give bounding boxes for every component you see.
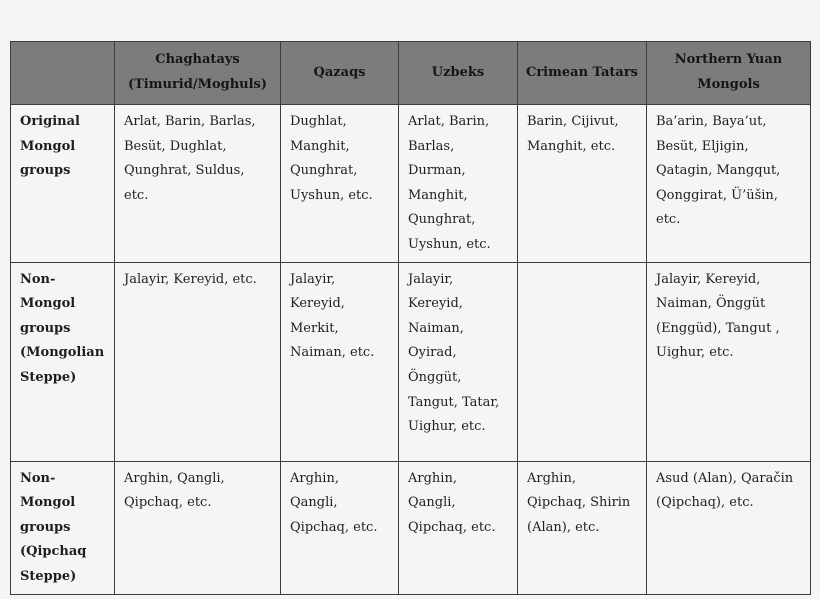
header-line: Qazaqs [313,64,366,80]
cell-line: Besüt, Eljigin, [656,138,749,154]
cell-line: Dughlat, [290,114,347,129]
cell-line: Qangli, [408,495,456,511]
row-label-line: Steppe) [20,369,77,385]
cell-line: (Enggüd), Tangut , [656,320,780,336]
header-line: Crimean Tatars [525,64,638,80]
row-label-cell [11,461,115,594]
cell-line: Önggüt, [408,369,462,385]
ethnic-groups-table [10,41,811,595]
cell-line: etc. [656,212,681,228]
cell-line: Qangli, [290,495,338,511]
table-row-non-mongol-mongolian-steppe [11,262,811,461]
table-row-original-mongol-groups [11,105,811,263]
cell-line: Besüt, Dughlat, [124,138,227,154]
cell-line: Uyshun, etc. [408,236,491,252]
cell-line: Jalayir, Kereyid, etc. [124,271,257,287]
cell-line: Jalayir, Kereyid, [656,271,761,287]
cell-line: Qonggirat, Ü’üšin, [656,187,778,203]
header-crimean-tatars [518,42,647,105]
header-qazaqs [281,42,399,105]
header-line: Northern Yuan [674,52,783,68]
cell-crimean-tatars-empty [518,262,647,461]
cell-chaghatays [115,105,281,263]
row-label-line: (Qipchaq [20,544,87,560]
cell-line: Qunghrat, [290,163,358,179]
cell-line: Qipchaq, etc. [124,495,212,511]
header-chaghatays [115,42,281,105]
cell-line: Naiman, Önggüt [656,296,766,312]
row-label-line: Mongol [20,296,76,312]
cell-line: Qunghrat, Suldus, [124,163,245,179]
cell-uzbeks [399,461,518,594]
cell-line: Ba’arin, Baya’ut, [656,114,767,129]
cell-line: etc. [124,187,149,203]
cell-chaghatays [115,461,281,594]
row-label-line: (Mongolian [20,345,105,361]
cell-crimean-tatars [518,105,647,263]
cell-qazaqs [281,461,399,594]
header-line: Mongols [697,77,760,92]
row-label-cell [11,105,115,263]
cell-qazaqs [281,105,399,263]
cell-line: Jalayir, [408,271,454,287]
cell-line: Uighur, etc. [408,419,486,435]
header-northern-yuan-mongols [647,42,811,105]
cell-crimean-tatars [518,461,647,594]
cell-line: Barin, Cijivut, [527,114,619,129]
row-label-line: groups [20,163,71,179]
cell-line: Jalayir, [290,271,336,287]
row-label-line: Original [20,114,80,129]
table-body [11,105,811,595]
row-label-line: Non- [20,271,56,287]
header-uzbeks [399,42,518,105]
row-label-line: Steppe) [20,568,77,584]
cell-northern-yuan-mongols [647,262,811,461]
cell-line: Barlas, [408,138,455,154]
cell-line: Kereyid, [290,296,345,312]
cell-line: Naiman, [408,320,464,336]
cell-line: Arghin, [408,470,457,486]
cell-line: Arghin, Qangli, [124,470,225,486]
cell-northern-yuan-mongols [647,105,811,263]
table-header [11,42,811,105]
cell-line: Qipchaq, Shirin [527,495,631,511]
cell-line: Uyshun, etc. [290,187,373,203]
cell-line: Durman, [408,163,466,179]
header-line: (Timurid/Moghuls) [127,77,268,92]
cell-line: Oyirad, [408,345,457,361]
cell-chaghatays [115,262,281,461]
row-label-line: groups [20,519,71,535]
row-label-line: Non- [20,470,56,486]
cell-line: Kereyid, [408,296,463,312]
header-corner-cell [11,42,115,105]
cell-line: Tangut, Tatar, [408,394,500,410]
cell-line: (Qipchaq), etc. [656,495,754,511]
cell-line: Arlat, Barin, [408,114,490,129]
cell-line: Qunghrat, [408,212,476,228]
cell-line: Naiman, etc. [290,345,375,361]
cell-line: Qatagin, Mangqut, [656,163,781,179]
row-label-line: Mongol [20,495,76,511]
header-row [11,42,811,105]
cell-qazaqs [281,262,399,461]
cell-line: Arghin, [290,470,339,486]
row-label-cell [11,262,115,461]
cell-line: Uighur, etc. [656,345,734,361]
header-line: Uzbeks [431,64,485,80]
table-row-non-mongol-qipchaq-steppe [11,461,811,594]
row-label-line: Mongol [20,138,76,154]
cell-line: Manghit, [408,187,468,203]
cell-uzbeks [399,105,518,263]
cell-line: Manghit, [290,138,350,154]
cell-line: Qipchaq, etc. [290,519,378,535]
cell-line: Asud (Alan), Qaračin [656,470,794,486]
header-line: Chaghatays [155,52,240,68]
cell-line: (Alan), etc. [527,519,600,535]
cell-line: Qipchaq, etc. [408,519,496,535]
row-label-line: groups [20,320,71,336]
cell-line: Arlat, Barin, Barlas, [124,114,256,129]
cell-northern-yuan-mongols [647,461,811,594]
cell-line: Arghin, [527,470,576,486]
cell-line: Merkit, [290,320,339,336]
cell-line: Manghit, etc. [527,138,616,154]
cell-uzbeks [399,262,518,461]
